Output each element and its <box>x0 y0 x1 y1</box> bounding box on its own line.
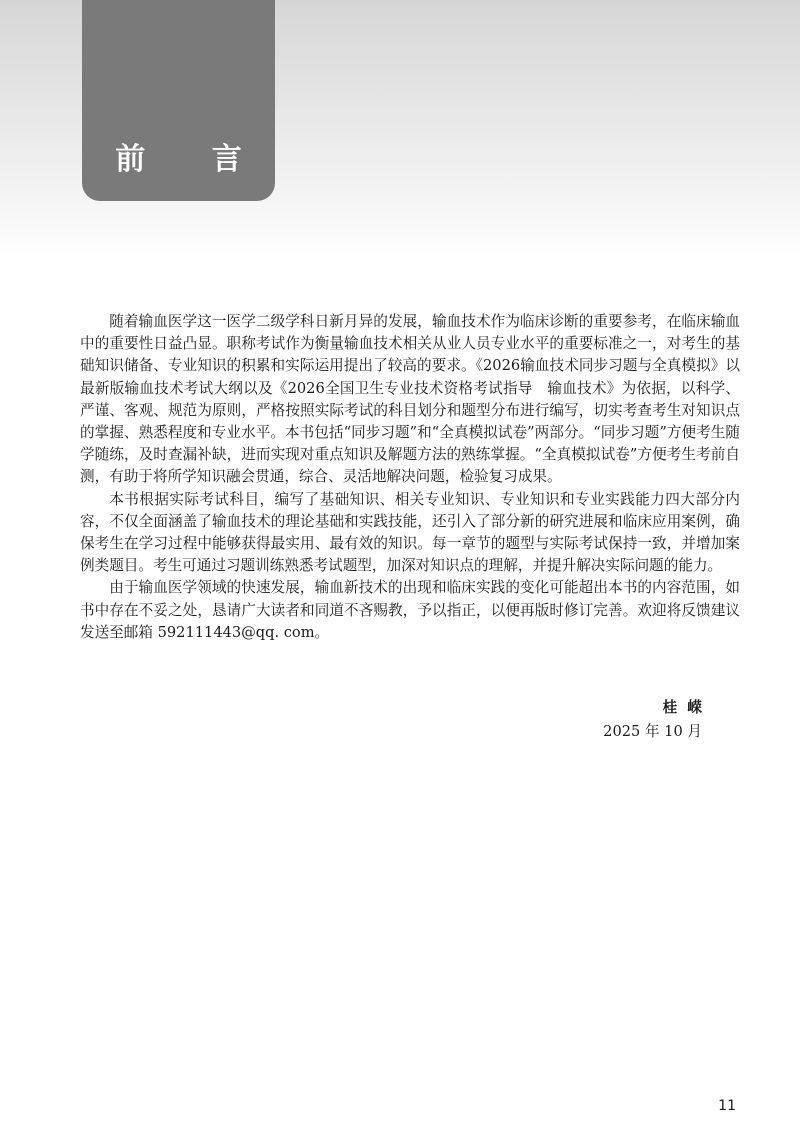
paragraph-1: 随着输血医学这一医学二级学科日新月异的发展，输血技术作为临床诊断的重要参考，在临床输血中的重要性日益凸显。职称考试作为衡量输血技术相关从业人员专业水平的重要标准之一，对考生的基础知识储备、专业知识的积累和实际运用提出了较高的要求。《2026输血技术同步习题与全真模拟》以最新版输血技术考试大纲以及《2026全国卫生专业技术资格考试指导 输血技术》为依据，以科学、严谨、客观、规范为原则，严格按照实际考试的科目划分和题型分布进行编写，切实考查考生对知识点的掌握、熟悉程度和专业水平。本书包括“同步习题”和“全真模拟试卷”两部分。“同步习题”方便考生随学随练，及时查漏补缺，进而实现对重点知识及解题方法的熟练掌握。“全真模拟试卷”方便考生考前自测，有助于将所学知识融会贯通，综合、灵活地解决问题，检验复习成果。 <box>80 313 740 486</box>
page-title: 前 言 <box>115 142 270 177</box>
signature-date: 2025 年 10 月 <box>603 723 702 740</box>
signature-block <box>603 697 713 743</box>
page-number: 11 <box>718 1098 736 1114</box>
chapter-title-tab <box>82 0 275 201</box>
paragraph-3: 由于输血医学领域的快速发展，输血新技术的出现和临床实践的变化可能超出本书的内容范围，如书中存在不妥之处，恳请广大读者和同道不吝赐教，予以指正，以便再版时修订完善。欢迎将反馈建议发送至邮箱 592111443@qq. com。 <box>80 579 740 641</box>
author-name: 桂嵘 <box>662 699 713 716</box>
preface-body <box>80 311 740 644</box>
paragraph-2: 本书根据实际考试科目，编写了基础知识、相关专业知识、专业知识和专业实践能力四大部分内容，不仅全面涵盖了输血技术的理论基础和实践技能，还引入了部分新的研究进展和临床应用案例，确保考生在学习过程中能够获得最实用、最有效的知识。每一章节的题型与实际考试保持一致，并增加案例类题目。考生可通过习题训练熟悉考试题型，加深对知识点的理解，并提升解决实际问题的能力。 <box>80 490 740 575</box>
